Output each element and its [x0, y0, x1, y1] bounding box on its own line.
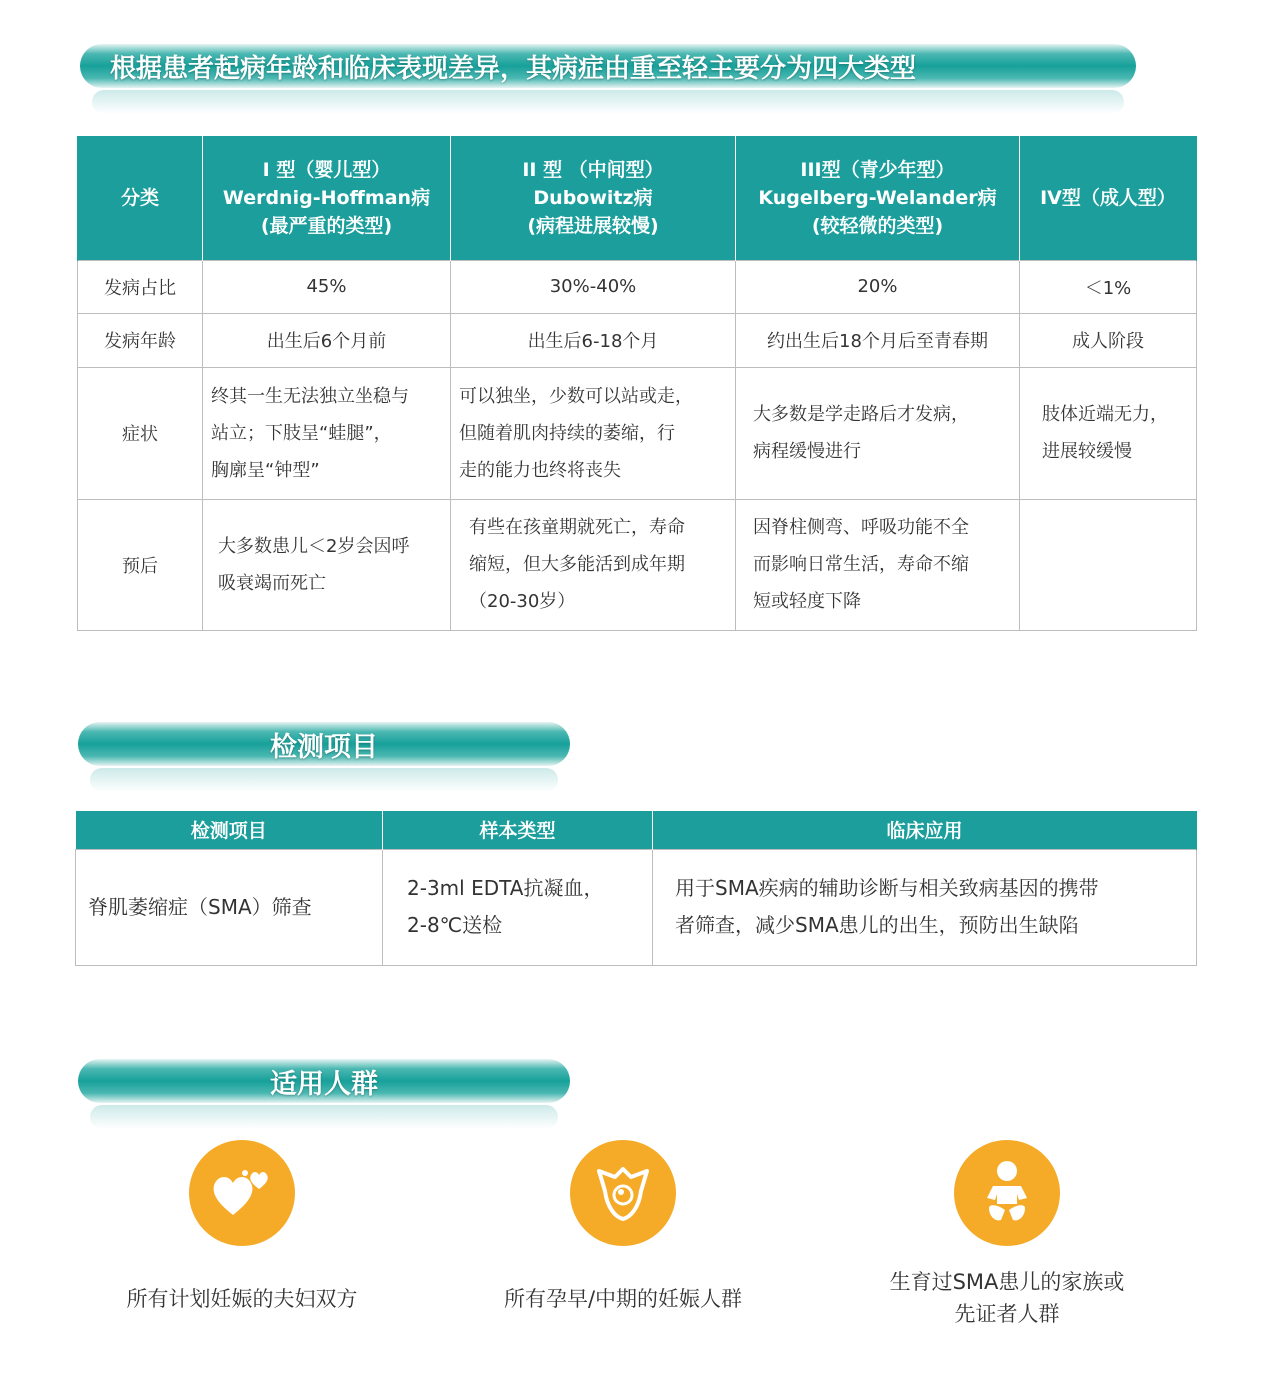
cell-line: 而影响日常生活，寿命不缩: [753, 554, 969, 575]
header-line: (病程进展较慢): [527, 214, 659, 237]
table-cell: 出生后6-18个月: [451, 313, 736, 367]
cell-line: 2-3ml EDTA抗凝血，: [407, 876, 604, 900]
table-cell: [203, 499, 451, 630]
cell-line: 病程缓慢进行: [753, 441, 861, 462]
table-cell: 约出生后18个月后至青春期: [736, 313, 1020, 367]
row-label: 预后: [78, 499, 203, 630]
cell-line: 吸衰竭而死亡: [218, 572, 326, 594]
table-cell: [653, 849, 1197, 965]
header-line: I 型（婴儿型）: [262, 158, 391, 181]
header-line: Kugelberg-Welander病: [758, 186, 997, 209]
table-cell: [383, 849, 653, 965]
table-cell: ＜1%: [1020, 260, 1197, 313]
cell-line: 因脊柱侧弯、呼吸功能不全: [753, 517, 969, 538]
table-cell: 成人阶段: [1020, 313, 1197, 367]
table-row: [78, 260, 1197, 313]
header-line: III型（青少年型）: [800, 158, 955, 181]
cell-line: 但随着肌肉持续的萎缩，行: [459, 422, 675, 444]
population-group: [443, 1140, 803, 1315]
table-cell: 45%: [203, 260, 451, 313]
header-sample-type: 样本类型: [383, 811, 653, 849]
table-cell: [736, 499, 1020, 630]
header-type-1: [203, 136, 451, 260]
cell-line: 2-8℃送检: [407, 913, 503, 937]
label-line: 生育过SMA患儿的家族或: [889, 1270, 1125, 1294]
section-banner-population: [78, 1059, 570, 1103]
pregnancy-icon: [591, 1161, 655, 1225]
header-category: [78, 136, 203, 260]
cell-line: 胸廓呈“钟型”: [211, 459, 320, 481]
section-banner-tests: [78, 722, 570, 766]
header-line: IV型（成人型）: [1040, 186, 1176, 209]
cell-line: 大多数是学走路后才发病，: [753, 404, 969, 425]
cell-line: 可以独坐，少数可以站或走，: [459, 385, 693, 407]
table-row: [78, 499, 1197, 630]
cell-line: 进展较缓慢: [1042, 441, 1132, 462]
section-banner-types: [80, 44, 1136, 88]
cell-line: 终其一生无法独立坐稳与: [211, 385, 409, 407]
population-group: [827, 1140, 1187, 1330]
table-cell: [203, 367, 451, 499]
cell-line: 脊肌萎缩症（SMA）筛查: [88, 894, 312, 919]
table-cell: 30%-40%: [451, 260, 736, 313]
table-header-row: [78, 136, 1197, 260]
table-cell: [736, 367, 1020, 499]
table-cell-empty: [1020, 499, 1197, 630]
label-line: 先证者人群: [954, 1302, 1060, 1326]
baby-icon: [975, 1158, 1039, 1228]
section-title: 适用人群: [270, 1068, 378, 1100]
table-cell: 出生后6个月前: [203, 313, 451, 367]
header-line: Werdnig-Hoffman病: [222, 186, 431, 209]
header-clinical-use: 临床应用: [653, 811, 1197, 849]
header-line: II 型 （中间型）: [522, 158, 664, 181]
table-row: [78, 313, 1197, 367]
population-group: [62, 1140, 422, 1315]
population-label: [62, 1283, 422, 1315]
table-cell: [451, 499, 736, 630]
sma-types-table: [77, 136, 1197, 631]
table-row: [78, 367, 1197, 499]
table-row: [76, 849, 1197, 965]
header-type-3: [736, 136, 1020, 260]
table-cell: [1020, 367, 1197, 499]
icon-circle: [570, 1140, 676, 1246]
header-line: Dubowitz病: [533, 186, 653, 209]
icon-circle: [954, 1140, 1060, 1246]
population-label: [827, 1266, 1187, 1330]
section-title: 检测项目: [270, 731, 378, 763]
row-label: 发病占比: [78, 260, 203, 313]
cell-line: 者筛查，减少SMA患儿的出生，预防出生缺陷: [675, 913, 1079, 937]
cell-line: （20-30岁）: [469, 591, 576, 612]
label-line: 所有计划妊娠的夫妇双方: [126, 1287, 358, 1311]
cell-line: 肢体近端无力，: [1042, 404, 1168, 425]
icon-circle: [189, 1140, 295, 1246]
header-line: (最严重的类型): [260, 214, 393, 237]
hearts-icon: [207, 1163, 277, 1223]
cell-line: 有些在孩童期就死亡，寿命: [469, 517, 685, 538]
table-cell: [76, 849, 383, 965]
cell-line: 走的能力也终将丧失: [459, 459, 621, 481]
table-header-row: [76, 811, 1197, 849]
row-label: 症状: [78, 367, 203, 499]
section-title: 根据患者起病年龄和临床表现差异，其病症由重至轻主要分为四大类型: [110, 53, 917, 84]
population-label: [443, 1283, 803, 1315]
header-type-4: [1020, 136, 1197, 260]
cell-line: 短或轻度下降: [753, 591, 861, 612]
label-line: 所有孕早/中期的妊娠人群: [503, 1287, 743, 1311]
test-items-table: [75, 811, 1197, 966]
cell-line: 用于SMA疾病的辅助诊断与相关致病基因的携带: [675, 876, 1099, 900]
header-line: 分类: [120, 186, 159, 209]
cell-line: 缩短，但大多能活到成年期: [469, 554, 685, 575]
header-line: (较轻微的类型): [811, 214, 944, 237]
cell-line: 大多数患儿＜2岁会因呼: [218, 535, 410, 557]
header-type-2: [451, 136, 736, 260]
table-cell: [451, 367, 736, 499]
row-label: 发病年龄: [78, 313, 203, 367]
cell-line: 站立；下肢呈“蛙腿”，: [211, 422, 392, 444]
header-test-item: 检测项目: [76, 811, 383, 849]
table-cell: 20%: [736, 260, 1020, 313]
